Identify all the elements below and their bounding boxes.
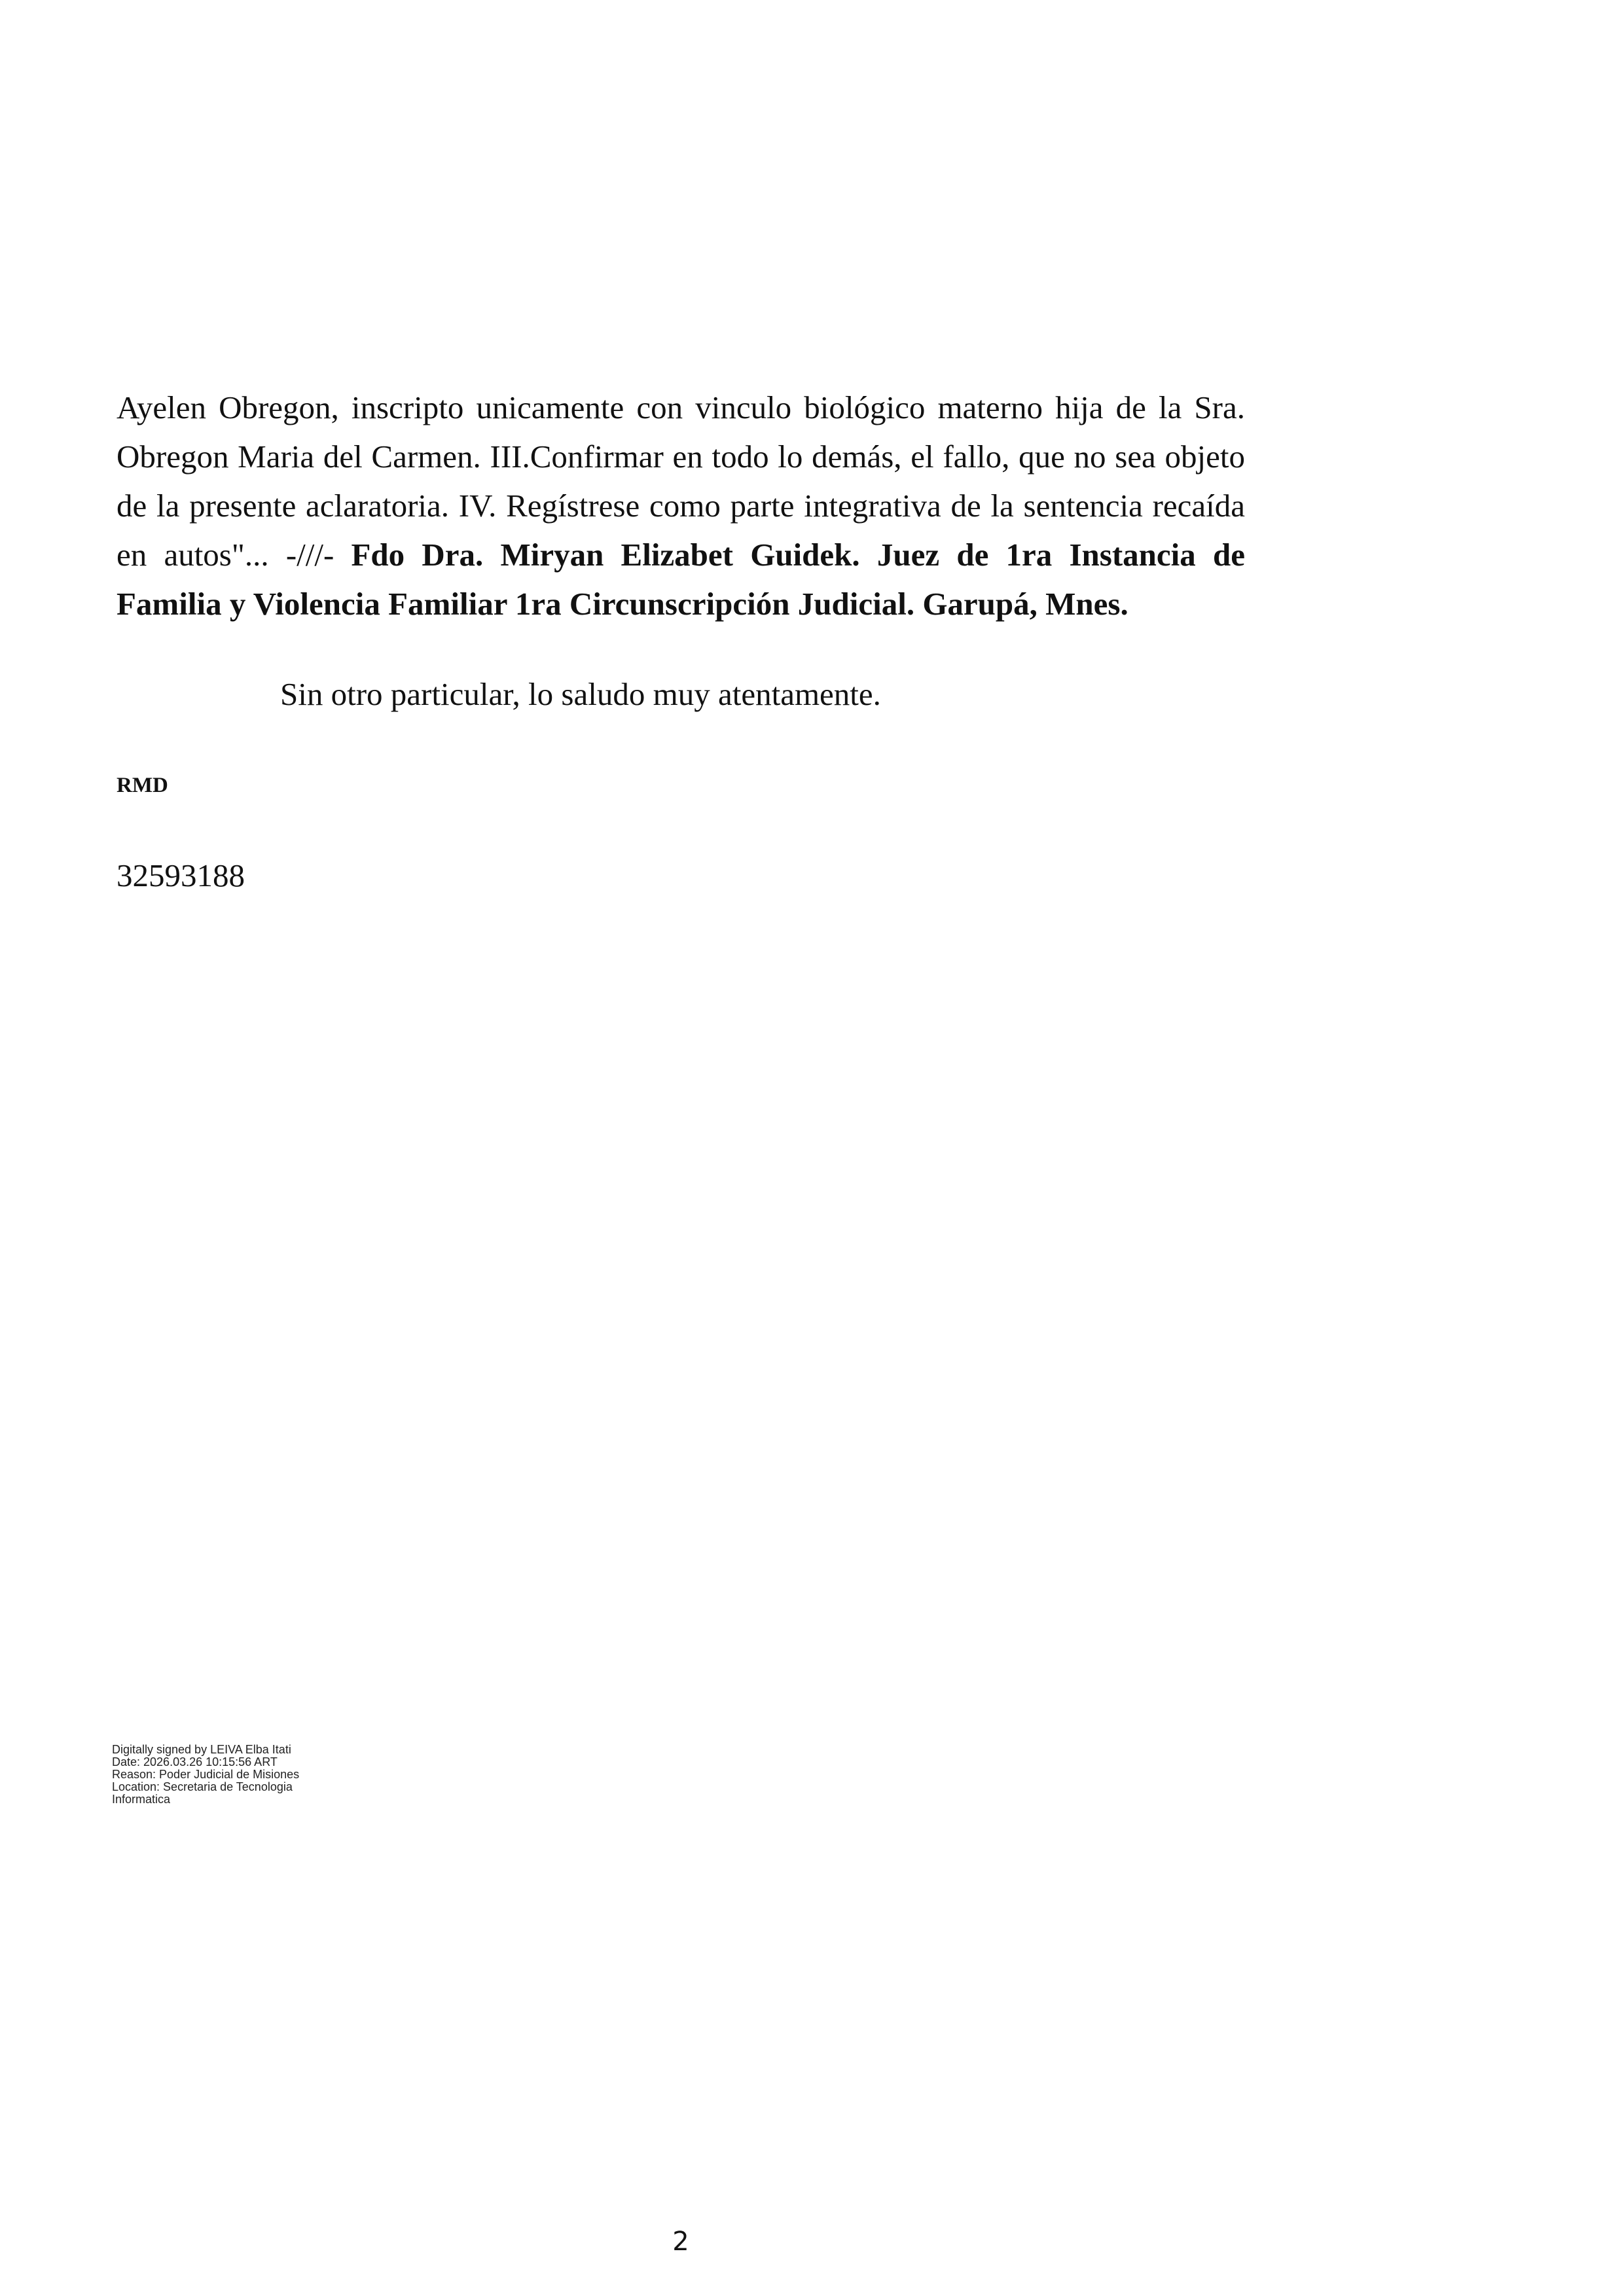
author-initials: RMD [117,774,168,797]
document-number: 32593188 [117,857,245,893]
page-number: 2 [672,2227,689,2257]
digital-signature-block [112,1744,299,1806]
signature-reason: Reason: Poder Judicial de Misiones [112,1768,300,1781]
closing-salutation: Sin otro particular, lo saludo muy atentamente. [280,676,881,712]
signature-date: Date: 2026.03.26 10:15:56 ART [112,1755,278,1768]
body-paragraph-text: Ayelen Obregon, inscripto unicamente con vinculo biológico materno hija de la Sra. Obregon Maria del Carmen. III.Confirmar en todo lo demás, el fallo, que no sea objeto de la presente aclaratoria. IV. Regístrese como parte integrativa de la sentencia recaída en autos"... -///- [117,389,1245,573]
body-paragraph [117,383,1245,628]
signature-location: Location: Secretaria de Tecnologia [112,1780,293,1793]
signature-location-cont: Informatica [112,1793,171,1806]
judge-signature-line: Fdo Dra. Miryan Elizabet Guidek. Juez de 1ra Instancia de Familia y Violencia Familiar 1ra Circunscripción Judicial. Garupá, Mnes. [117,537,1245,622]
signature-signed-by: Digitally signed by LEIVA Elba Itati [112,1743,291,1756]
